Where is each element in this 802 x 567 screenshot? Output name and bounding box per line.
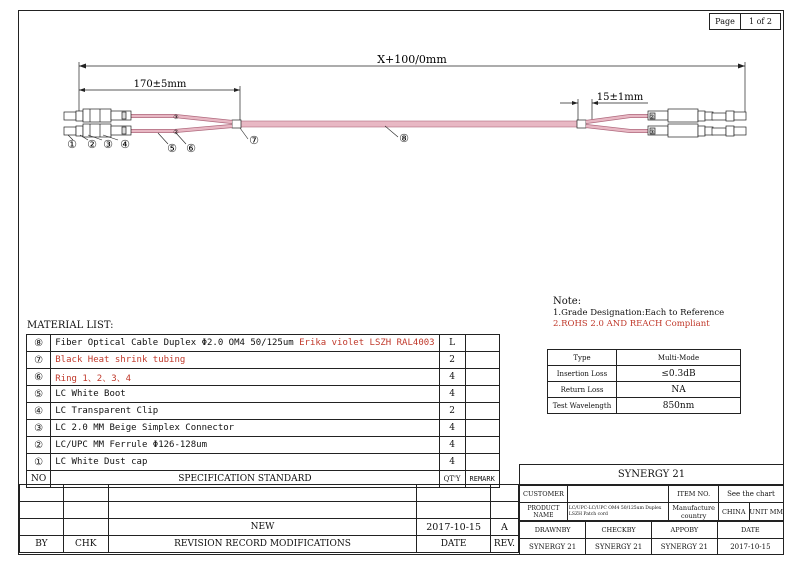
title-block <box>519 464 784 555</box>
customer-label: CUSTOMER <box>520 486 567 503</box>
material-text: LC/UPC MM Ferrule Φ126-128um <box>51 437 439 454</box>
material-remark <box>465 335 499 352</box>
material-remark <box>465 352 499 369</box>
page-value: 1 of 2 <box>748 17 773 26</box>
spec-row <box>548 382 741 398</box>
material-row <box>27 454 500 471</box>
material-no: ⑧ <box>27 335 51 352</box>
customer-value <box>567 486 668 503</box>
company-name: SYNERGY 21 <box>520 465 783 485</box>
notes-line-2: 2.ROHS 2.0 AND REACH Compliant <box>553 319 710 329</box>
material-text: Black Heat shrink tubing <box>51 352 439 369</box>
spec-value: NA <box>617 382 741 398</box>
revision-header-rev: REV. <box>490 536 518 553</box>
mfg-value: CHINA <box>718 503 749 521</box>
heat-shrink-right <box>577 120 586 128</box>
total-dim-arrow-right <box>738 64 745 69</box>
material-remark <box>465 386 499 403</box>
material-text-red: Erika violet LSZH RAL4003 <box>299 338 435 348</box>
revision-date: 2017-10-15 <box>417 519 490 536</box>
revision-header-date: DATE <box>417 536 490 553</box>
callout-8: ⑧ <box>399 132 409 145</box>
spec-row <box>548 398 741 414</box>
mfg-label: Manufacture country <box>669 503 719 521</box>
item-label: ITEM NO. <box>669 486 719 503</box>
revision-header-mod: REVISION RECORD MODIFICATIONS <box>108 536 417 553</box>
total-length-text: X+100/0mm <box>377 53 447 66</box>
callout-7: ⑦ <box>249 134 259 147</box>
material-header-qty: QT'Y <box>439 471 465 488</box>
material-text: Ring 1、2、3、4 <box>51 369 439 386</box>
right-connector-bottom <box>648 124 746 137</box>
spec-value: 850nm <box>617 398 741 414</box>
material-row <box>27 335 500 352</box>
left-connector-top <box>64 109 131 122</box>
material-no: ③ <box>27 420 51 437</box>
material-row <box>27 369 500 386</box>
material-title: MATERIAL LIST: <box>27 320 114 331</box>
product-label: PRODUCT NAME <box>520 503 567 521</box>
right-dim-text: 15±1mm <box>596 92 644 103</box>
notes <box>553 296 724 329</box>
spec-label: Insertion Loss <box>548 366 617 382</box>
drawn-label: DRAWNBY <box>520 522 586 539</box>
revision-rev: A <box>490 519 518 536</box>
material-text: LC White Dust cap <box>51 454 439 471</box>
spec-row <box>548 366 741 382</box>
material-remark <box>465 437 499 454</box>
material-qty: 4 <box>439 386 465 403</box>
material-row <box>27 403 500 420</box>
page-label: Page <box>710 14 741 29</box>
unit-value: MM <box>769 507 783 516</box>
material-row <box>27 352 500 369</box>
material-row <box>27 420 500 437</box>
ring-label-left-top: ③ <box>173 114 179 121</box>
spec-value: ≤0.3dB <box>617 366 741 382</box>
material-text: Fiber Optical Cable Duplex Φ2.0 OM4 50/125um <box>55 338 300 348</box>
material-no: ② <box>27 437 51 454</box>
callout-1: ① <box>67 138 77 151</box>
material-header-spec: SPECIFICATION STANDARD <box>51 471 439 488</box>
spec-row <box>548 350 741 366</box>
ring-label-right-bottom: ③ <box>649 129 655 136</box>
material-text: LC 2.0 MM Beige Simplex Connector <box>51 420 439 437</box>
callout-5: ⑤ <box>167 142 177 155</box>
ring-label-left-bottom: ② <box>173 129 179 136</box>
material-header-remark: REMARK <box>465 471 499 488</box>
unit-cell <box>749 503 783 521</box>
unit-label: UNIT <box>749 507 768 516</box>
material-no: ⑦ <box>27 352 51 369</box>
cable-drawing <box>0 0 802 160</box>
material-qty: 4 <box>439 420 465 437</box>
material-no: ① <box>27 454 51 471</box>
left-connector-bottom <box>64 124 131 137</box>
material-no: ⑥ <box>27 369 51 386</box>
heat-shrink-left <box>232 120 241 128</box>
material-remark <box>465 403 499 420</box>
product-value: LC/UPC-LC/UPC OM4 50/125um Duplex LSZH Patch cord <box>567 503 668 521</box>
material-table <box>26 334 500 488</box>
material-text: LC Transparent Clip <box>51 403 439 420</box>
material-qty: L <box>439 335 465 352</box>
right-connector-top <box>648 109 746 122</box>
notes-title: Note: <box>553 296 582 307</box>
callout-4: ④ <box>120 138 130 151</box>
left-dim-text: 170±5mm <box>133 79 187 90</box>
material-qty: 2 <box>439 352 465 369</box>
material-no: ⑤ <box>27 386 51 403</box>
revision-header-chk: CHK <box>63 536 108 553</box>
notes-line-1: 1.Grade Designation:Each to Reference <box>553 308 725 318</box>
date-value: 2017-10-15 <box>717 539 783 556</box>
material-qty: 4 <box>439 454 465 471</box>
revision-header <box>20 536 519 553</box>
callout-6: ⑥ <box>186 142 196 155</box>
material-no: ④ <box>27 403 51 420</box>
item-value: See the chart <box>718 486 783 503</box>
material-remark <box>465 454 499 471</box>
revision-table <box>19 484 519 553</box>
total-dim-arrow-left <box>79 64 86 69</box>
spec-label: Test Wavelength <box>548 398 617 414</box>
date-label: DATE <box>717 522 783 539</box>
approve-label: APPOBY <box>652 522 718 539</box>
material-remark <box>465 420 499 437</box>
ring-label-right-top: ② <box>649 114 655 121</box>
spec-label: Type <box>548 350 617 366</box>
cable-body <box>240 121 578 127</box>
revision-row <box>20 519 519 536</box>
revision-header-by: BY <box>20 536 64 553</box>
approve-value: SYNERGY 21 <box>652 539 718 556</box>
spec-label: Return Loss <box>548 382 617 398</box>
material-remark <box>465 369 499 386</box>
callout-2: ② <box>87 138 97 151</box>
check-value: SYNERGY 21 <box>586 539 652 556</box>
material-spec <box>51 335 439 352</box>
material-row <box>27 386 500 403</box>
callout-3: ③ <box>103 138 113 151</box>
material-qty: 4 <box>439 369 465 386</box>
material-text: LC White Boot <box>51 386 439 403</box>
material-header-no: NO <box>27 471 51 488</box>
material-qty: 2 <box>439 403 465 420</box>
drawn-value: SYNERGY 21 <box>520 539 586 556</box>
check-label: CHECKBY <box>586 522 652 539</box>
material-qty: 4 <box>439 437 465 454</box>
revision-text: NEW <box>108 519 417 536</box>
spec-value: Multi-Mode <box>617 350 741 366</box>
spec-table <box>547 349 741 414</box>
material-row <box>27 437 500 454</box>
